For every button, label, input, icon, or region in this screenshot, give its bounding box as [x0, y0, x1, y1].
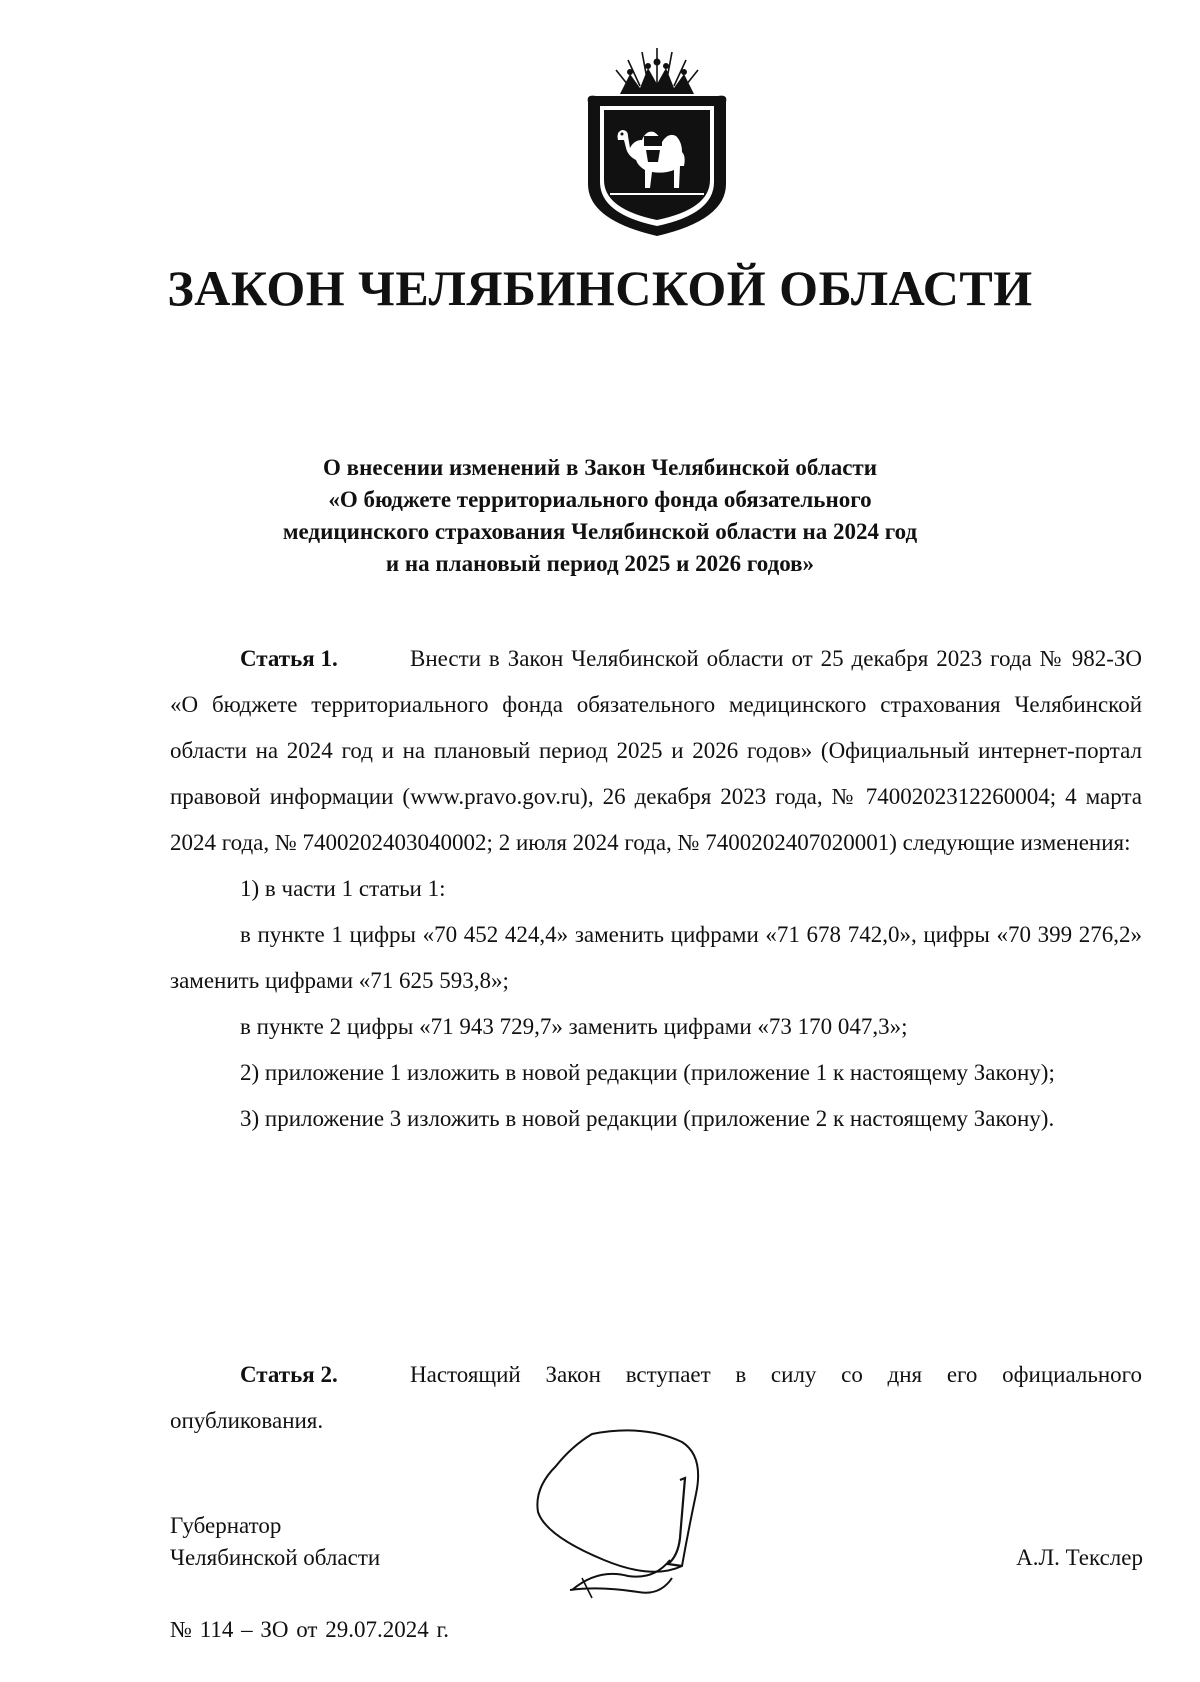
- position-line: Губернатор: [170, 1513, 282, 1538]
- article-2-label: Статья 2.: [240, 1362, 338, 1387]
- document-title: ЗАКОН ЧЕЛЯБИНСКОЙ ОБЛАСТИ: [167, 260, 1033, 316]
- subject-line: «О бюджете территориального фонда обязательного: [328, 487, 872, 512]
- article-1-item: 1) в части 1 статьи 1:: [240, 876, 446, 901]
- article-1: [170, 636, 1142, 1142]
- article-2-text: Настоящий Закон вступает в силу со дня его официального опубликования.: [170, 1362, 1142, 1433]
- governor-position: [170, 1510, 380, 1574]
- law-number-and-date: № 114 – ЗО от 29.07.2024 г.: [170, 1617, 450, 1642]
- article-1-item: 3) приложение 3 изложить в новой редакции (приложение 2 к настоящему Закону).: [240, 1106, 1055, 1131]
- subject-line: медицинского страхования Челябинской области на 2024 год: [282, 519, 918, 544]
- subject-line: О внесении изменений в Закон Челябинской области: [323, 455, 877, 480]
- article-1-intro-text: Внести в Закон Челябинской области от 25 декабря 2023 года № 982-ЗО «О бюджете территориального фонда обязательного медицинского страхования Челябинской области на 2024 год и на плановый период 2025 и 2026 годов» (Официальный интернет-портал правовой информации (www.pravo.gov.ru), 26 декабря 2023 года, № 7400202312260004; 4 марта 2024 года, № 7400202403040002; 2 июля 2024 года, № 7400202407020001) следующие изменения:: [170, 646, 1142, 855]
- article-1-item: 2) приложение 1 изложить в новой редакции (приложение 1 к настоящему Закону);: [240, 1060, 1055, 1085]
- article-1-label: Статья 1.: [240, 646, 338, 671]
- article-1-intro-paragraph: [170, 636, 1142, 866]
- position-line: Челябинской области: [170, 1545, 381, 1570]
- article-1-item: в пункте 1 цифры «70 452 424,4» заменить цифрами «71 678 742,0», цифры «70 399 276,2» заменить цифрами «71 625 593,8»;: [170, 922, 1142, 993]
- article-1-item: в пункте 2 цифры «71 943 729,7» заменить цифрами «73 170 047,3»;: [240, 1014, 908, 1039]
- subject-line: и на плановый период 2025 и 2026 годов»: [385, 551, 815, 576]
- coat-of-arms-icon: [582, 44, 732, 240]
- governor-name: А.Л. Текслер: [1016, 1545, 1143, 1570]
- law-subject-heading: [0, 452, 1200, 580]
- handwritten-signature-icon: [532, 1428, 754, 1603]
